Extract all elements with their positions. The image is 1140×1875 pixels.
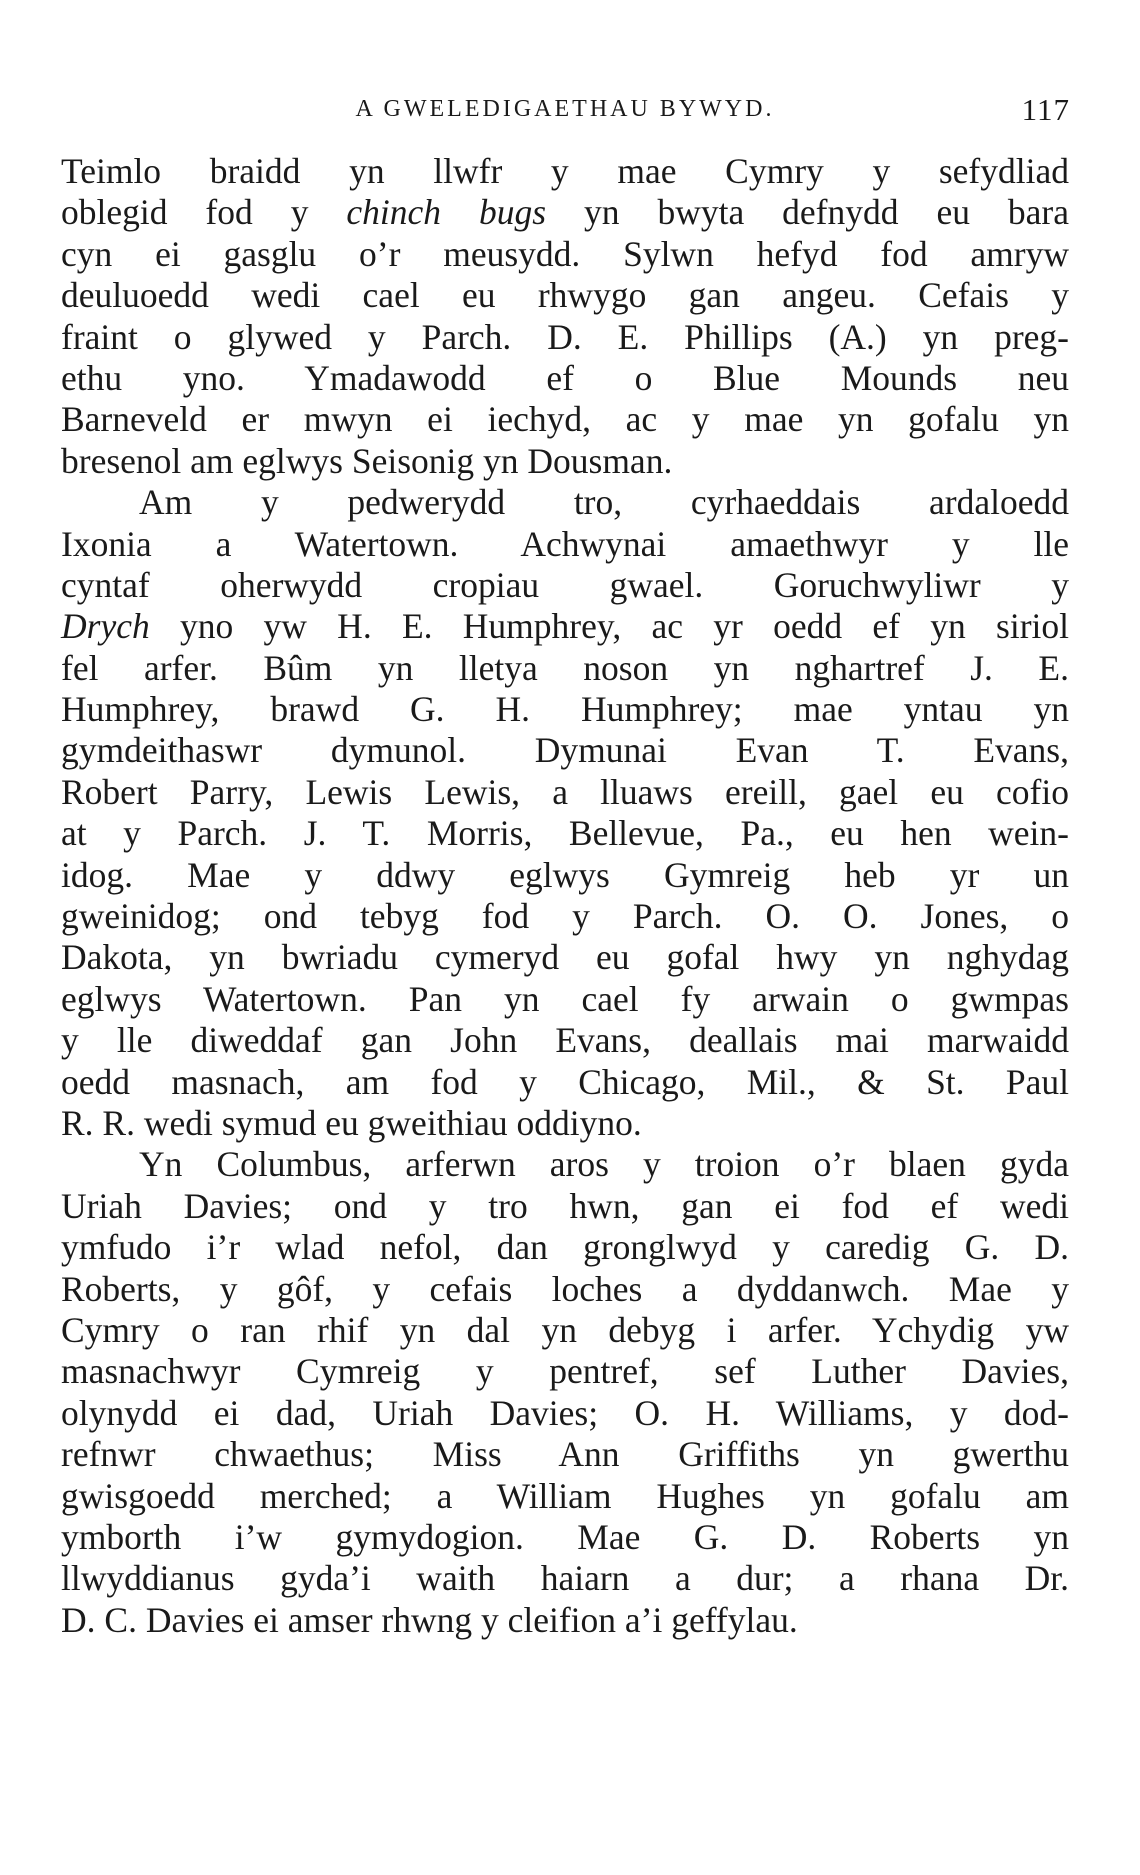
- text-line: [61, 317, 1069, 358]
- text-line: [61, 1186, 1069, 1227]
- text-line: [61, 565, 1069, 606]
- text-line: [61, 606, 1069, 647]
- text-line: [61, 1227, 1069, 1268]
- text-run: oedd masnach, am fod y Chicago, Mil., & St. Paul: [61, 1061, 1069, 1102]
- text-run: fraint o glywed y Parch. D. E. Phillips (A.) yn preg-: [61, 316, 1069, 357]
- text-run: eglwys Watertown. Pan yn cael fy arwain o gwmpas: [61, 978, 1069, 1019]
- text-line: [61, 1020, 1069, 1061]
- text-run: Am y pedwerydd tro, cyrhaeddais ardaloedd: [139, 482, 1069, 523]
- text-run: idog. Mae y ddwy eglwys Gymreig heb yr un: [61, 854, 1069, 895]
- text-line: [61, 1393, 1069, 1434]
- text-line: [61, 1351, 1069, 1392]
- text-run: Barneveld er mwyn ei iechyd, ac y mae yn gofalu yn: [61, 399, 1069, 440]
- text-line: [61, 937, 1069, 978]
- text-run: refnwr chwaethus; Miss Ann Griffiths yn gwerthu: [61, 1434, 1069, 1475]
- text-run: Yn Columbus, arferwn aros y troion o’r blaen gyda: [139, 1144, 1069, 1185]
- text-line: [61, 689, 1069, 730]
- text-run: masnachwyr Cymreig y pentref, sef Luther Davies,: [61, 1351, 1069, 1392]
- text-line: [61, 1476, 1069, 1517]
- text-run: gweinidog; ond tebyg fod y Parch. O. O. Jones, o: [61, 896, 1069, 937]
- text-run: Ixonia a Watertown. Achwynai amaethwyr y lle: [61, 523, 1069, 564]
- text-run: at y Parch. J. T. Morris, Bellevue, Pa., eu hen wein-: [61, 813, 1069, 854]
- text-line: [61, 855, 1069, 896]
- text-run: ymfudo i’r wlad nefol, dan gronglwyd y caredig G. D.: [61, 1227, 1069, 1268]
- text-line: [61, 151, 1069, 192]
- text-run: cyntaf oherwydd cropiau gwael. Goruchwyliwr y: [61, 564, 1069, 605]
- text-run: cyn ei gasglu o’r meusydd. Sylwn hefyd fod amryw: [61, 233, 1069, 274]
- text-line: [61, 1517, 1069, 1558]
- italic-text: Drych: [61, 606, 150, 647]
- text-line: [61, 192, 1069, 233]
- text-line: [61, 441, 1069, 482]
- text-run: ethu yno. Ymadawodd ef o Blue Mounds neu: [61, 357, 1069, 398]
- text-line: [61, 524, 1069, 565]
- text-line: [61, 482, 1069, 523]
- running-title: A GWELEDIGAETHAU BYWYD.: [355, 96, 775, 122]
- text-line: [61, 399, 1069, 440]
- text-run: y lle diweddaf gan John Evans, deallais mai marwaidd: [61, 1020, 1069, 1061]
- text-line: [61, 234, 1069, 275]
- text-run: deuluoedd wedi cael eu rhwygo gan angeu. Cefais y: [61, 275, 1069, 316]
- text-line: [61, 358, 1069, 399]
- text-run: Dakota, yn bwriadu cymeryd eu gofal hwy yn nghydag: [61, 937, 1069, 978]
- text-run: Roberts, y gôf, y cefais loches a dyddanwch. Mae y: [61, 1268, 1069, 1309]
- text-line: [61, 813, 1069, 854]
- text-line: [61, 896, 1069, 937]
- text-run: bresenol am eglwys Seisonig yn Dousman.: [61, 440, 673, 481]
- text-run: gymdeithaswr dymunol. Dymunai Evan T. Evans,: [61, 730, 1069, 771]
- text-line: [61, 1434, 1069, 1475]
- text-line: [61, 1310, 1069, 1351]
- text-run: yno yw H. E. Humphrey, ac yr oedd ef yn siriol: [149, 606, 1069, 647]
- running-head: [60, 92, 1070, 136]
- text-run: llwyddianus gyda’i waith haiarn a dur; a rhana Dr.: [61, 1558, 1069, 1599]
- text-run: gwisgoedd merched; a William Hughes yn gofalu am: [61, 1475, 1069, 1516]
- text-run: ymborth i’w gymydogion. Mae G. D. Roberts yn: [61, 1516, 1069, 1557]
- text-run: Teimlo braidd yn llwfr y mae Cymry y sefydliad: [61, 151, 1069, 191]
- text-line: [61, 1269, 1069, 1310]
- text-line: [61, 772, 1069, 813]
- text-run: olynydd ei dad, Uriah Davies; O. H. Williams, y dod-: [61, 1392, 1069, 1433]
- paragraph: [61, 1144, 1069, 1641]
- text-line: [61, 1558, 1069, 1599]
- text-run: Uriah Davies; ond y tro hwn, gan ei fod ef wedi: [61, 1185, 1069, 1226]
- text-line: [61, 1600, 1069, 1641]
- text-run: Robert Parry, Lewis Lewis, a lluaws ereill, gael eu cofio: [61, 771, 1069, 812]
- text-run: Cymry o ran rhif yn dal yn debyg i arfer. Ychydig yw: [61, 1309, 1069, 1350]
- text-line: [61, 1144, 1069, 1185]
- text-run: fel arfer. Bûm yn lletya noson yn nghartref J. E.: [61, 647, 1069, 688]
- text-run: Humphrey, brawd G. H. Humphrey; mae yntau yn: [61, 689, 1069, 730]
- text-line: [61, 979, 1069, 1020]
- text-run: R. R. wedi symud eu gweithiau oddiyno.: [61, 1102, 642, 1143]
- body-text: [61, 151, 1069, 1641]
- text-line: [61, 275, 1069, 316]
- italic-text: chinch bugs: [346, 192, 547, 233]
- text-line: [61, 730, 1069, 771]
- paragraph: [61, 482, 1069, 1144]
- text-line: [61, 648, 1069, 689]
- text-line: [61, 1062, 1069, 1103]
- page-number: 117: [1021, 92, 1070, 127]
- text-run: D. C. Davies ei amser rhwng y cleifion a’i geffylau.: [61, 1599, 798, 1640]
- text-run: yn bwyta defnydd eu bara: [546, 192, 1069, 233]
- text-run: oblegid fod y: [61, 192, 347, 233]
- text-line: [61, 1103, 1069, 1144]
- paragraph: [61, 151, 1069, 482]
